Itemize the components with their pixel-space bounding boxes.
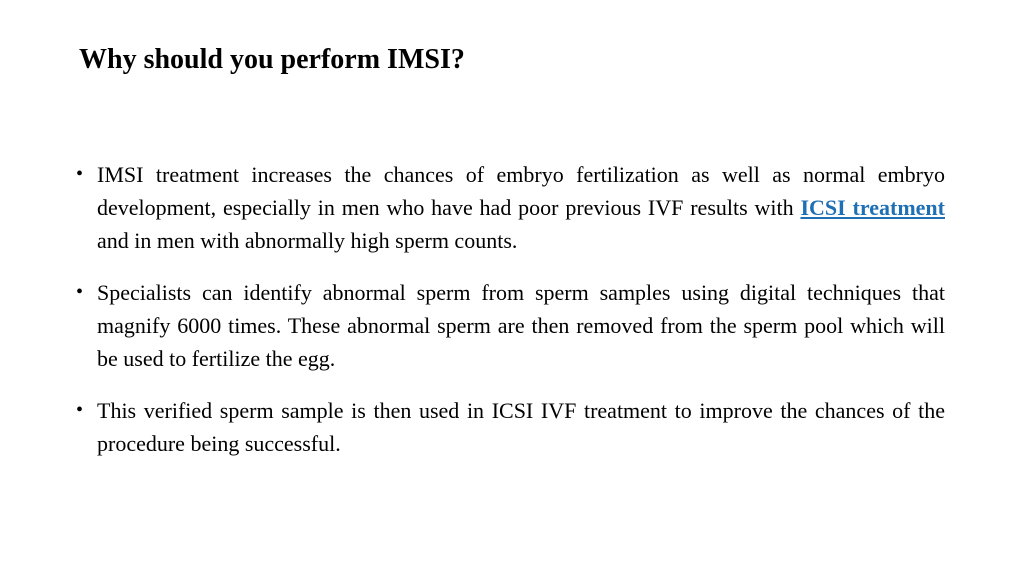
bullet-item-2 <box>76 276 945 375</box>
bullet-item-1 <box>76 158 945 257</box>
bullet-item-3 <box>76 394 945 460</box>
bullet-list <box>76 158 945 479</box>
slide-title: Why should you perform IMSI? <box>79 44 465 75</box>
bullet-text-1-before: IMSI treatment increases the chances of embryo fertilization as well as normal embryo development, especially in men who have had poor previous IVF results with <box>97 162 945 220</box>
bullet-text-1 <box>97 158 945 257</box>
bullet-marker: • <box>76 163 84 185</box>
bullet-text-1-after: and in men with abnormally high sperm counts. <box>97 228 518 253</box>
bullet-text-2: Specialists can identify abnormal sperm from sperm samples using digital techniques that magnify 6000 times. These abnormal sperm are then removed from the sperm pool which will be used to fertilize the egg. <box>97 280 945 371</box>
bullet-text-3: This verified sperm sample is then used in ICSI IVF treatment to improve the chances of the procedure being successful. <box>97 398 945 456</box>
bullet-marker: • <box>76 399 84 421</box>
icsi-treatment-link[interactable]: ICSI treatment <box>800 195 945 220</box>
bullet-marker: • <box>76 281 84 303</box>
